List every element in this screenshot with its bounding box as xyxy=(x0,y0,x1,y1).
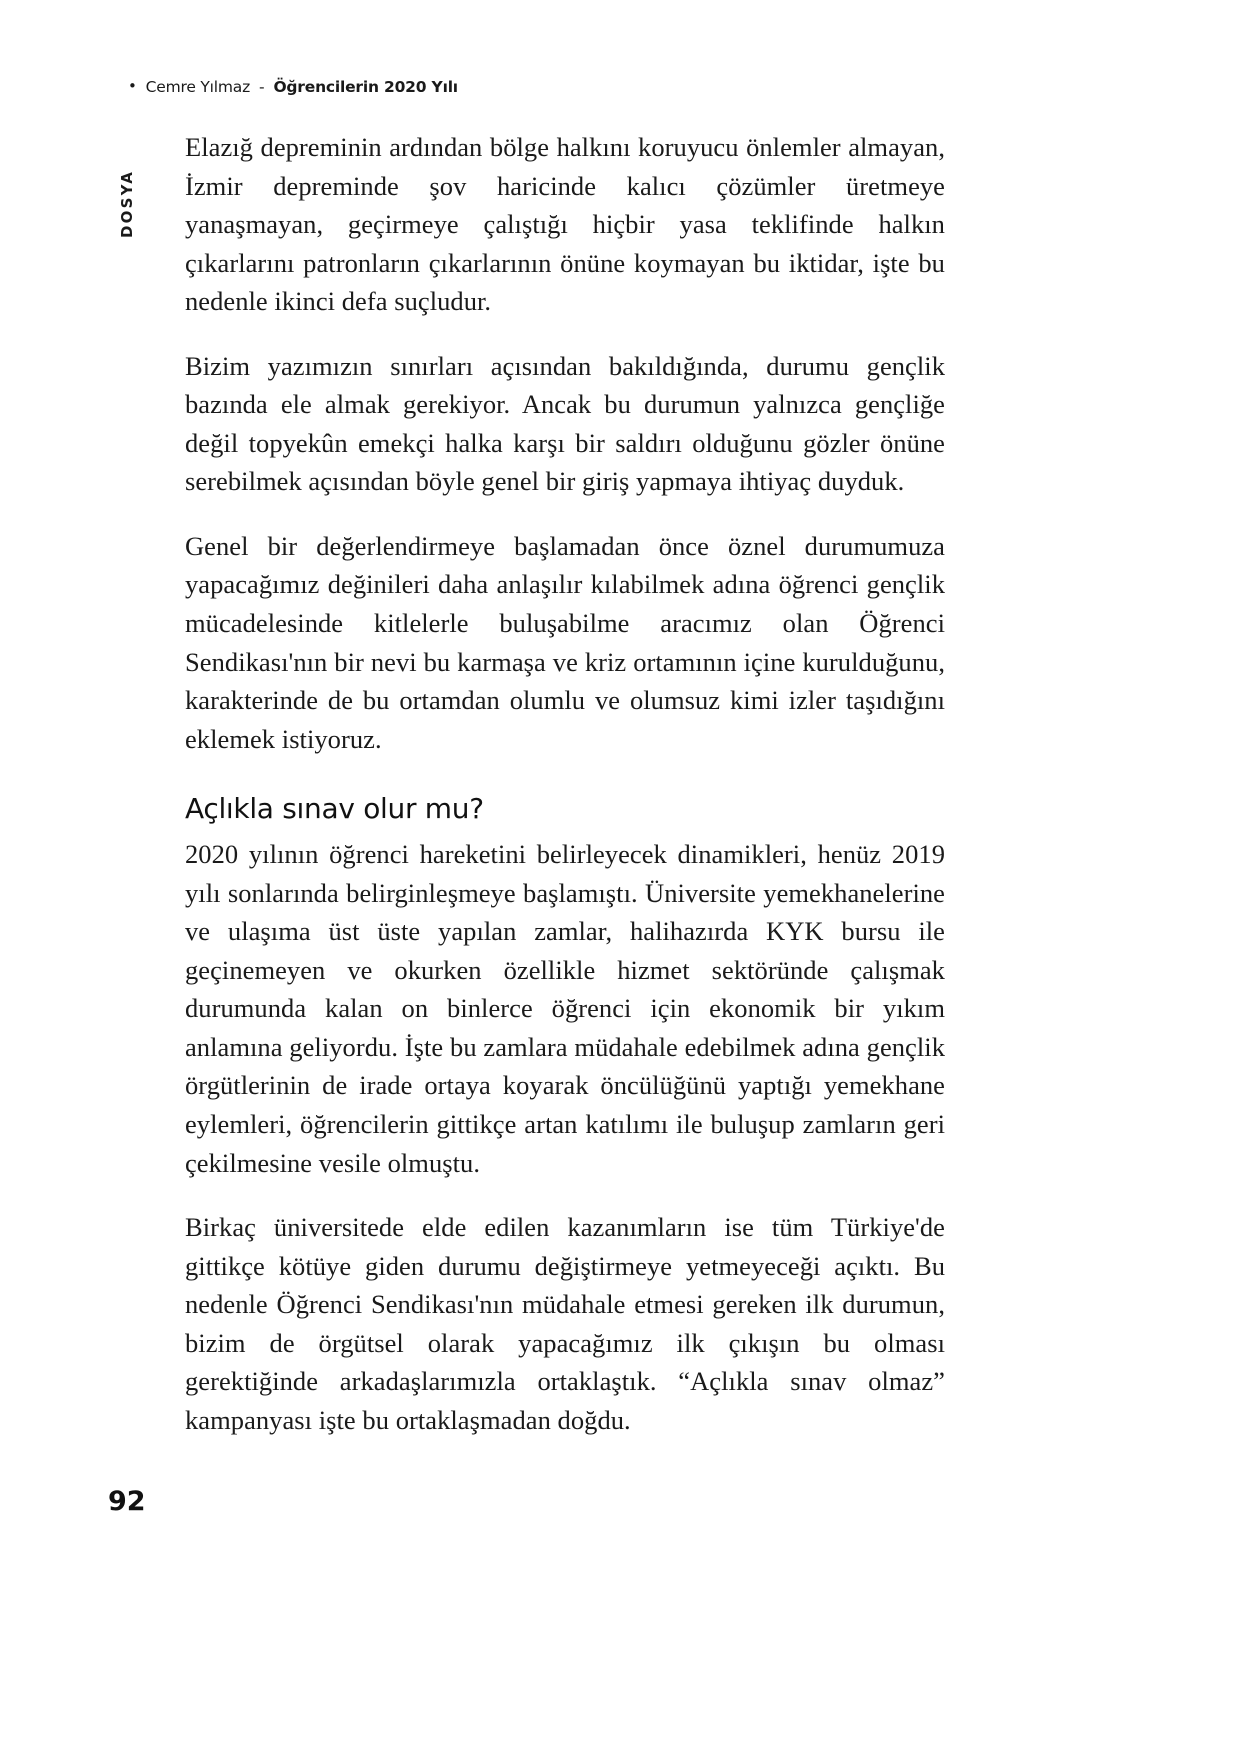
paragraph: Elazığ depreminin ardından bölge halkını koruyucu önlemler almayan, İzmir depreminde şov haricinde kalıcı çözümler üretmeye yanaşmayan, geçirmeye çalıştığı hiçbir yasa teklifinde halkın çıkarlarını patronların çıkarlarının önüne koymayan bu iktidar, işte bu nedenle ikinci defa suçludur. xyxy=(185,132,945,317)
running-head xyxy=(128,78,458,96)
body-column xyxy=(185,128,945,1439)
section-tag: DOSYA xyxy=(118,169,136,238)
running-head-author: Cemre Yılmaz xyxy=(145,78,251,96)
subheading: Açlıkla sınav olur mu? xyxy=(185,792,484,826)
paragraph: Bizim yazımızın sınırları açısından bakıldığında, durumu gençlik bazında ele almak gerekiyor. Ancak bu durumun yalnızca gençliğe değil topyekûn emekçi halka karşı bir saldırı olduğunu gözler önüne serebilmek açısından böyle genel bir giriş yapmaya ihtiyaç duyduk. xyxy=(185,350,945,497)
paragraph: Birkaç üniversitede elde edilen kazanımların ise tüm Türkiye'de gittikçe kötüye giden durumu değiştirmeye yetmeyeceği açıktı. Bu nedenle Öğrenci Sendikası'nın müdahale etmesi gereken ilk durumun, bizim de örgütsel olarak yapacağımız ilk çıkışın bu olması gerektiğinde arkadaşlarımızla ortaklaştık. “Açlıkla sınav olmaz” kampanyası işte bu ortaklaşmadan doğdu. xyxy=(185,1212,945,1435)
page-number: 92 xyxy=(108,1486,146,1517)
paragraph: 2020 yılının öğrenci hareketini belirleyecek dinamikleri, henüz 2019 yılı sonlarında belirginleşmeye başlamıştı. Üniversite yemekhanelerine ve ulaşıma üst üste yapılan zamlar, halihazırda KYK bursu ile geçinemeyen ve okurken özellikle hizmet sektöründe çalışmak durumunda kalan on binlerce öğrenci için ekonomik bir yıkım anlamına geliyordu. İşte bu zamlara müdahale edebilmek adına gençlik örgütlerinin de irade ortaya koyarak öncülüğünü yaptığı yemekhane eylemleri, öğrencilerin gittikçe artan katılımı ile buluşup zamların geri çekilmesine vesile olmuştu. xyxy=(185,839,945,1178)
running-head-separator: - xyxy=(259,78,265,96)
paragraph: Genel bir değerlendirmeye başlamadan önce öznel durumumuza yapacağımız değinileri daha anlaşılır kılabilmek adına öğrenci gençlik mücadelesinde kitlelerle buluşabilme aracımız olan Öğrenci Sendikası'nın bir nevi bu karmaşa ve kriz ortamının içine kurulduğunu, karakterinde de bu ortamdan olumlu ve olumsuz kimi izler taşıdığını eklemek istiyoruz. xyxy=(185,530,945,754)
bullet-icon: • xyxy=(128,76,137,95)
running-head-title: Öğrencilerin 2020 Yılı xyxy=(273,78,458,96)
